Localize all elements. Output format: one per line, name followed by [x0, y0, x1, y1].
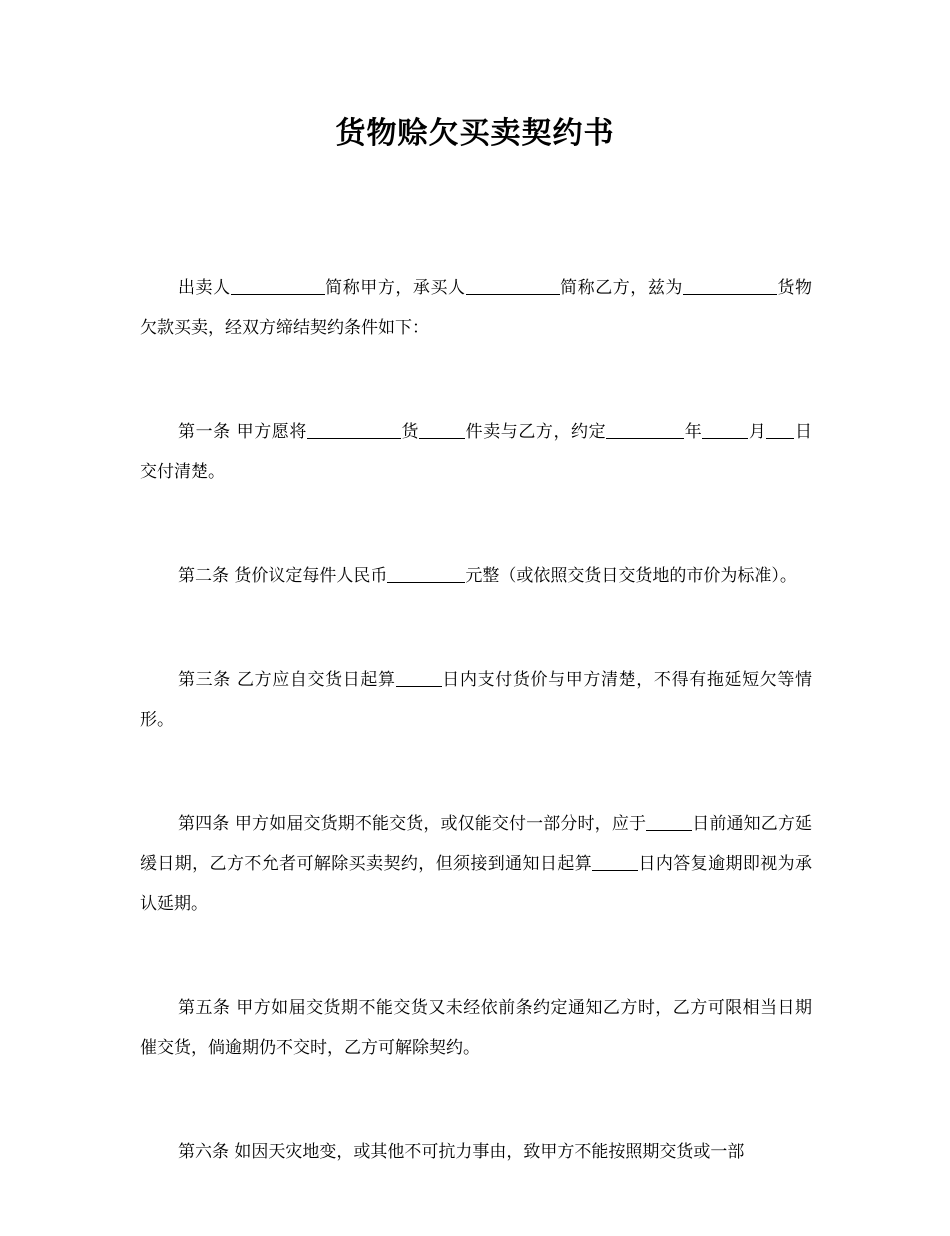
article-5-text-1: 第五条 甲方如届交货期不能交货又未经依前条约定通知乙方时，乙方可限相当日期催交货，倘逾期仍不交时，乙方可解除契约。	[140, 998, 812, 1058]
article-5	[140, 988, 812, 1068]
article-6	[140, 1132, 812, 1172]
article-4	[140, 804, 812, 924]
intro-text-2: 简称甲方，承买人	[324, 278, 466, 298]
payment-days-blank	[396, 666, 442, 687]
notice-days-blank	[646, 810, 692, 831]
article-2-text-2: 元整（或依照交货日交货地的市价为标准）。	[465, 566, 797, 586]
article-3	[140, 660, 812, 740]
seller-blank	[231, 274, 325, 295]
goods-blank	[683, 274, 777, 295]
document-body	[140, 268, 812, 1236]
article-1	[140, 412, 812, 492]
day-blank	[766, 418, 794, 439]
article-1-text-4: 年	[684, 422, 703, 442]
year-blank	[606, 418, 684, 439]
intro-paragraph	[140, 268, 812, 348]
article-1-text-5: 月	[748, 422, 767, 442]
quantity-blank	[419, 418, 465, 439]
article-4-text-2: 日前通知乙方延缓日期，乙方不允者可解除买卖契约，但须接到通知日起算	[140, 814, 812, 874]
article-4-text-1: 第四条 甲方如届交货期不能交货，或仅能交付一部分时，应于	[178, 814, 647, 834]
intro-text-4: 货物欠款买卖，经双方缔结契约条件如下：	[140, 278, 813, 338]
document-title: 货物赊欠买卖契约书	[335, 116, 615, 151]
article-2-text-1: 第二条 货价议定每件人民币	[178, 566, 388, 586]
article-1-text-3: 件卖与乙方，约定	[465, 422, 607, 442]
goods-name-blank	[307, 418, 401, 439]
price-blank	[387, 562, 465, 583]
article-1-text-1: 第一条 甲方愿将	[178, 422, 307, 442]
article-2	[140, 556, 812, 596]
buyer-blank	[466, 274, 560, 295]
intro-text-3: 简称乙方，兹为	[559, 278, 683, 298]
article-4-text-3: 日内答复逾期即视为承认延期。	[140, 854, 813, 914]
article-3-text-1: 第三条 乙方应自交货日起算	[178, 670, 396, 690]
intro-text-1: 出卖人	[178, 278, 231, 298]
article-6-text-1: 第六条 如因天灾地变，或其他不可抗力事由，致甲方不能按照期交货或一部	[178, 1142, 745, 1162]
article-1-text-2: 货	[400, 422, 420, 442]
article-3-text-2: 日内支付货价与甲方清楚，不得有拖延短欠等情形。	[140, 670, 813, 730]
article-1-text-6: 日交付清楚。	[140, 422, 813, 482]
reply-days-blank	[592, 850, 638, 871]
month-blank	[702, 418, 748, 439]
